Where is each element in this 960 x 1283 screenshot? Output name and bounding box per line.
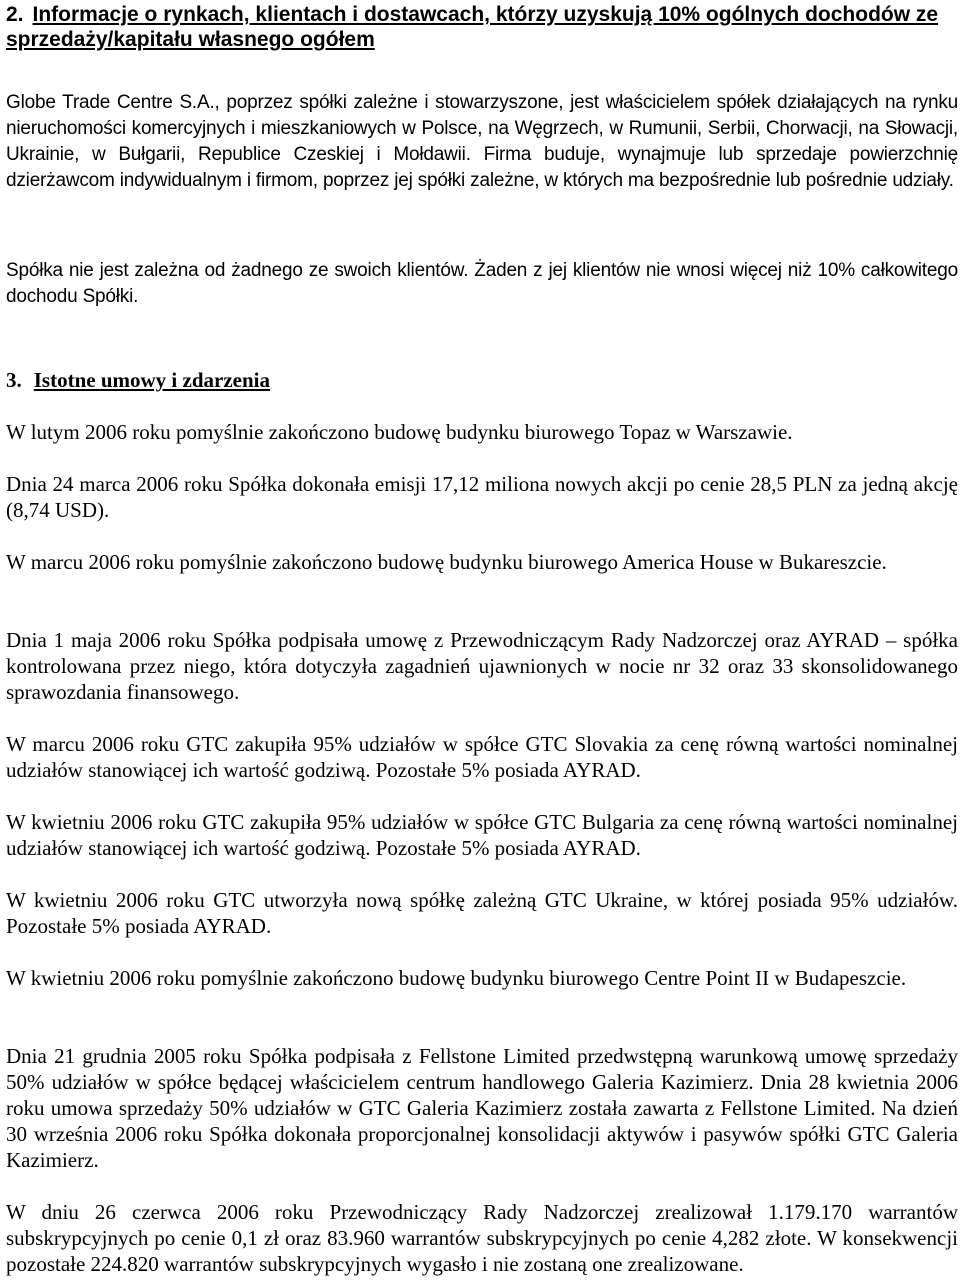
paragraph-share-issue: Dnia 24 marca 2006 roku Spółka dokonała emisji 17,12 miliona nowych akcji po cenie 28,5 PLN za jedną akcję (8,74 USD).	[6, 472, 958, 522]
paragraph-america-house: W marcu 2006 roku pomyślnie zakończono budowę budynku biurowego America House w Bukareszcie.	[6, 550, 887, 574]
section-2-title-line-1: Informacje o rynkach, klientach i dostawcach, którzy uzyskują 10% ogólnych dochodów ze	[32, 3, 939, 26]
paragraph-gtc-overview: Globe Trade Centre S.A., poprzez spółki zależne i stowarzyszone, jest właścicielem spółek działających na rynku nieruchomości komercyjnych i mieszkaniowych w Polsce, na Węgrzech, w Rumunii, Serbii, Chorwacji, na Słowacji, Ukrainie, w Bułgarii, Republice Czeskiej i Mołdawii. Firma buduje, wynajmuje lub sprzedaje powierzchnię dzierżawcom indywidualnym i firmom, poprzez jej spółki zależne, w których ma bezpośrednie lub pośrednie udziały.	[6, 92, 958, 191]
paragraph-gtc-ukraine: W kwietniu 2006 roku GTC utworzyła nową spółkę zależną GTC Ukraine, w której posiada 95% udziałów. Pozostałe 5% posiada AYRAD.	[6, 888, 958, 938]
section-3-heading	[6, 367, 958, 393]
section-2-number: 2.	[6, 3, 24, 26]
section-3-number: 3.	[6, 368, 22, 392]
paragraph-gtc-slovakia: W marcu 2006 roku GTC zakupiła 95% udziałów w spółce GTC Slovakia za cenę równą wartości nominalnej udziałów stanowiącej ich wartość godziwą. Pozostałe 5% posiada AYRAD.	[6, 732, 958, 782]
paragraph-topaz: W lutym 2006 roku pomyślnie zakończono budowę budynku biurowego Topaz w Warszawie.	[6, 420, 793, 444]
paragraph-galeria-kazimierz: Dnia 21 grudnia 2005 roku Spółka podpisała z Fellstone Limited przedwstępną warunkową umowę sprzedaży 50% udziałów w spółce będącej właścicielem centrum handlowego Galeria Kazimierz. Dnia 28 kwietnia 2006 roku umowa sprzedaży 50% udziałów w GTC Galeria Kazimierz została zawarta z Fellstone Limited. Na dzień 30 września 2006 roku Spółka dokonała proporcjonalnej konsolidacji aktywów i pasywów spółki GTC Galeria Kazimierz.	[6, 1044, 958, 1172]
section-2-heading	[6, 2, 958, 52]
paragraph-client-dependency: Spółka nie jest zależna od żadnego ze swoich klientów. Żaden z jej klientów nie wnosi więcej niż 10% całkowitego dochodu Spółki.	[6, 260, 958, 307]
section-3-title: Istotne umowy i zdarzenia	[33, 368, 270, 392]
section-2-title-line-2: sprzedaży/kapitału własnego ogółem	[6, 28, 375, 51]
paragraph-ayrad-agreement: Dnia 1 maja 2006 roku Spółka podpisała umowę z Przewodniczącym Rady Nadzorczej oraz AYRAD – spółka kontrolowana przez niego, która dotyczyła zagadnień ujawnionych w nocie nr 32 oraz 33 skonsolidowanego sprawozdania finansowego.	[6, 628, 958, 704]
paragraph-warrants: W dniu 26 czerwca 2006 roku Przewodniczący Rady Nadzorczej zrealizował 1.179.170 warrantów subskrypcyjnych po cenie 0,1 zł oraz 83.960 warrantów subskrypcyjnych po cenie 4,282 złote. W konsekwencji pozostałe 224.820 warrantów subskrypcyjnych wygasło i nie zostaną one zrealizowane.	[6, 1200, 958, 1276]
paragraph-centre-point: W kwietniu 2006 roku pomyślnie zakończono budowę budynku biurowego Centre Point II w Budapeszcie.	[6, 966, 907, 990]
document-page	[6, 0, 958, 1276]
paragraph-gtc-bulgaria: W kwietniu 2006 roku GTC zakupiła 95% udziałów w spółce GTC Bulgaria za cenę równą wartości nominalnej udziałów stanowiącej ich wartość godziwą. Pozostałe 5% posiada AYRAD.	[6, 810, 958, 860]
